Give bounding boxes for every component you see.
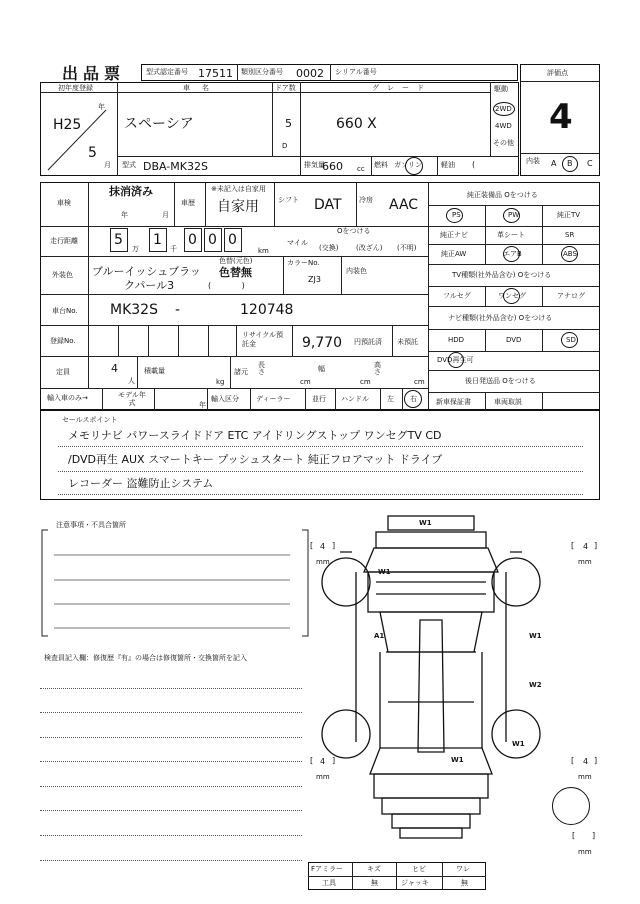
- history-note: ※未記入は自家用: [211, 185, 266, 193]
- fuel-circle: [405, 157, 423, 175]
- drive-other: その他: [493, 139, 514, 147]
- colorno-label: カラーNo.: [287, 259, 320, 267]
- mileage-digit-5: 0: [228, 232, 237, 248]
- spare-close: ]: [592, 831, 596, 840]
- height-label: 高さ: [374, 361, 381, 376]
- mark-rear: W1: [451, 756, 464, 764]
- mark-rr: W1: [512, 740, 525, 748]
- after-manual: 車両取説: [494, 398, 522, 406]
- selling-points-line2: /DVD再生 AUX スマートキー プッシュスタート 純正フロアマット ドライブ: [68, 453, 443, 466]
- tv-header: TV種類(社外品含む) Oをつける: [452, 271, 552, 279]
- mark-right-door: W1: [529, 632, 542, 640]
- drive-2wd: 2WD: [495, 105, 512, 113]
- interior-a: A: [551, 159, 557, 168]
- tire-rr-open: [: [571, 756, 575, 765]
- hyoka-score: 4: [549, 97, 573, 137]
- mileage-digit-4: 0: [208, 232, 217, 248]
- option-tv: 純正TV: [557, 211, 581, 219]
- width-cm: cm: [360, 378, 371, 386]
- navi-sd: SD: [566, 336, 576, 344]
- interior-color-label: 内装色: [346, 267, 367, 275]
- spare-open: [: [572, 831, 576, 840]
- disp-value: 660: [322, 160, 343, 173]
- mark-left-door: A1: [374, 632, 385, 640]
- drive-label: 駆動: [494, 85, 508, 93]
- grade-label: グレード: [372, 84, 432, 92]
- mark-right-rear: W2: [529, 681, 542, 689]
- handle-label: ハンドル: [341, 395, 369, 403]
- option-airbag: エアB: [503, 250, 522, 258]
- page-title: 出品票: [62, 64, 126, 83]
- spare-mm: mm: [578, 848, 592, 856]
- year-value: H25: [53, 117, 82, 133]
- ruibetsu-label: 類別区分番号: [241, 68, 283, 76]
- mileage-fumei: (不明): [397, 244, 417, 252]
- disp-cc: cc: [357, 165, 365, 173]
- option-pw-circle: [503, 208, 520, 223]
- legend-v4: 無: [461, 879, 468, 887]
- mileage-sen: 千: [170, 245, 177, 253]
- year-label: 初年度登録: [58, 84, 93, 92]
- color-label: 外装色: [52, 271, 73, 279]
- tv-oneseg-circle: [503, 288, 520, 304]
- mileage-km: km: [258, 247, 269, 255]
- option-abs: ABS: [563, 250, 577, 258]
- shift-label: シフト: [278, 196, 299, 204]
- model-year-label: モデル年式: [118, 391, 146, 407]
- mile-label: マイル: [287, 239, 308, 247]
- option-airbag-circle: [503, 246, 520, 262]
- doors-label: ドア数: [275, 84, 296, 92]
- import-label: 輸入車のみ→: [47, 394, 88, 402]
- mileage-digit-1: 5: [114, 232, 123, 248]
- doors-d: D: [282, 142, 288, 150]
- interior-b: B: [567, 159, 573, 168]
- tire-fr-mm: mm: [578, 558, 592, 566]
- tire-rl-open: [: [310, 756, 314, 765]
- tire-rr-close: ]: [594, 756, 598, 765]
- after-header: 後日発送品 Oをつける: [465, 377, 536, 385]
- interior-c: C: [587, 159, 593, 168]
- recycle-label: リサイクル預託金: [242, 331, 284, 348]
- load-label: 積載量: [144, 367, 165, 375]
- year-nen: 年: [98, 103, 105, 111]
- tire-fr-close: ]: [594, 541, 598, 550]
- tire-fl-mm: mm: [316, 558, 330, 566]
- tire-rr-mm: mm: [578, 773, 592, 781]
- model-label: 型式: [122, 161, 136, 169]
- navi-header: ナビ種類(社外品含む) Oをつける: [448, 314, 553, 322]
- serial-label: シリアル番号: [335, 68, 377, 76]
- handle-left: 左: [387, 395, 394, 403]
- mark-front: W1: [419, 519, 432, 527]
- chassis-label: 車台No.: [52, 307, 78, 315]
- tire-fr: 4: [583, 542, 589, 551]
- tire-fl-close: ]: [332, 541, 336, 550]
- drive-4wd: 4WD: [495, 122, 512, 130]
- recycle-note: 円預託済: [354, 338, 382, 346]
- disp-label: 排気量: [304, 161, 325, 169]
- option-ps-circle: [446, 208, 463, 223]
- legend-h3: ヒビ: [412, 865, 426, 873]
- handle-circle: [404, 390, 422, 408]
- color-line1: ブルーイッシュブラッ: [92, 265, 201, 278]
- import-class-label: 輸入区分: [211, 395, 239, 403]
- tv-analog: アナログ: [557, 292, 585, 300]
- tire-fl: 4: [320, 542, 326, 551]
- shaken-nen: 年: [121, 211, 128, 219]
- inspector-label: 検査員記入欄：修復歴『有』の場合は修復箇所・交換箇所を記入: [44, 654, 247, 662]
- model-year-nen: 年: [199, 401, 206, 409]
- width-label: 幅: [318, 365, 325, 373]
- drive-circle: [493, 102, 515, 116]
- selling-points-label: セールスポイント: [62, 416, 118, 424]
- tire-rl-mm: mm: [316, 773, 330, 781]
- tire-fr-open: [: [571, 541, 575, 550]
- mark-fl: W1: [378, 568, 391, 576]
- spare-tire: [552, 787, 590, 825]
- dims-label: 諸元: [234, 368, 248, 376]
- name-label: 車名: [183, 84, 221, 92]
- option-pw: PW: [508, 211, 520, 219]
- option-abs-circle: [561, 246, 578, 262]
- capacity-label: 定員: [56, 368, 70, 376]
- colorchange-value: 色替無: [219, 266, 252, 279]
- shaken-tsuki: 月: [162, 211, 169, 219]
- options-header: 純正装備品 Oをつける: [467, 191, 538, 199]
- after-warranty: 新車保証書: [436, 398, 471, 406]
- navi-sd-circle: [561, 332, 578, 348]
- chassis-dash: -: [175, 302, 181, 318]
- navi-dvd: DVD: [506, 336, 522, 344]
- model-value: DBA-MK32S: [143, 160, 208, 173]
- name-value: スペーシア: [124, 116, 194, 132]
- import-parallel: 並行: [312, 395, 326, 403]
- fuel-label: 燃料: [374, 161, 388, 169]
- tire-fl-open: [: [310, 541, 314, 550]
- hyoka-label: 評価点: [547, 69, 568, 77]
- dvd-play: DVD再生可: [437, 356, 474, 364]
- option-sr: SR: [565, 231, 575, 239]
- mileage-digit-2: 1: [153, 232, 162, 248]
- fuel-value: ガソリン: [394, 161, 422, 169]
- chassis-model: MK32S: [110, 302, 158, 318]
- chassis-number: 120748: [240, 302, 294, 318]
- legend-h2: キズ: [367, 865, 381, 873]
- tv-oneseg: ワンセグ: [498, 292, 526, 300]
- colorno-value: ZJ3: [308, 275, 321, 284]
- selling-points-line1: メモリナビ パワースライドドア ETC アイドリングストップ ワンセグTV CD: [68, 429, 442, 442]
- legend-v2: 無: [371, 879, 378, 887]
- legend-v3: ジャッキ: [401, 879, 429, 887]
- capacity-nin: 人: [128, 377, 135, 385]
- caution-label: 注意事項・不具合箇所: [56, 521, 126, 529]
- interior-label: 内装: [526, 157, 540, 165]
- option-aw: 純正AW: [441, 250, 467, 258]
- tv-fullseg: フルセグ: [443, 292, 471, 300]
- length-label: 長さ: [258, 361, 265, 376]
- colorchange-label: 色替(元色): [219, 257, 253, 265]
- color-paren: ( ): [208, 281, 245, 290]
- color-line2: クパール3: [124, 279, 175, 292]
- tire-rl-close: ]: [332, 756, 336, 765]
- caution-bracket: [40, 528, 310, 640]
- navi-hdd: HDD: [448, 336, 465, 344]
- mileage-digit-3: 0: [188, 232, 197, 248]
- height-cm: cm: [414, 378, 425, 386]
- history-value: 自家用: [217, 199, 259, 215]
- interior-circle: [562, 156, 578, 172]
- legend-v1: 工具: [322, 879, 336, 887]
- mileage-label: 走行距離: [50, 237, 78, 245]
- tire-rr: 4: [583, 757, 589, 766]
- katashiki-label: 型式認定番号: [146, 68, 188, 76]
- legend-h1: Fアミラー: [311, 865, 344, 873]
- shaken-value: 抹消済み: [109, 185, 153, 198]
- recycle-value: 9,770: [302, 335, 343, 351]
- mileage-man: 万: [132, 245, 139, 253]
- month-tsuki: 月: [104, 161, 111, 169]
- tire-rl: 4: [320, 757, 326, 766]
- month-value: 5: [88, 145, 97, 161]
- car-diagram: [316, 512, 546, 848]
- import-dealer: ディーラー: [256, 395, 291, 403]
- mileage-koukan: (交換): [319, 244, 339, 252]
- history-label: 車歴: [181, 199, 195, 207]
- shaken-label: 車検: [57, 199, 71, 207]
- handle-right: 右: [410, 395, 417, 403]
- dvd-play-circle: [448, 352, 464, 368]
- option-navi: 純正ナビ: [440, 231, 468, 239]
- mileage-kaizan: (改ざん): [356, 244, 383, 252]
- grade-value: 660 X: [336, 116, 377, 132]
- doors-value: 5: [285, 117, 292, 130]
- diesel-label: 軽油: [441, 161, 455, 169]
- option-leather: 革シート: [497, 231, 525, 239]
- aircon-value: AAC: [389, 197, 419, 213]
- length-cm: cm: [300, 378, 311, 386]
- ruibetsu-value: 0002: [296, 67, 324, 80]
- selling-points-line3: レコーダー 盗難防止システム: [68, 477, 214, 490]
- katashiki-value: 17511: [198, 67, 233, 80]
- recycle-unpaid: 未預託: [397, 338, 418, 346]
- capacity-value: 4: [111, 362, 118, 375]
- diesel-paren: (: [472, 160, 476, 169]
- load-kg: kg: [216, 378, 225, 386]
- aircon-label: 冷房: [359, 196, 373, 204]
- reg-label: 登録No.: [50, 337, 76, 345]
- mileage-mark-label: Oをつける: [337, 227, 371, 235]
- option-ps: PS: [452, 211, 461, 219]
- shift-value: DAT: [314, 197, 342, 213]
- legend-h4: ワレ: [456, 865, 470, 873]
